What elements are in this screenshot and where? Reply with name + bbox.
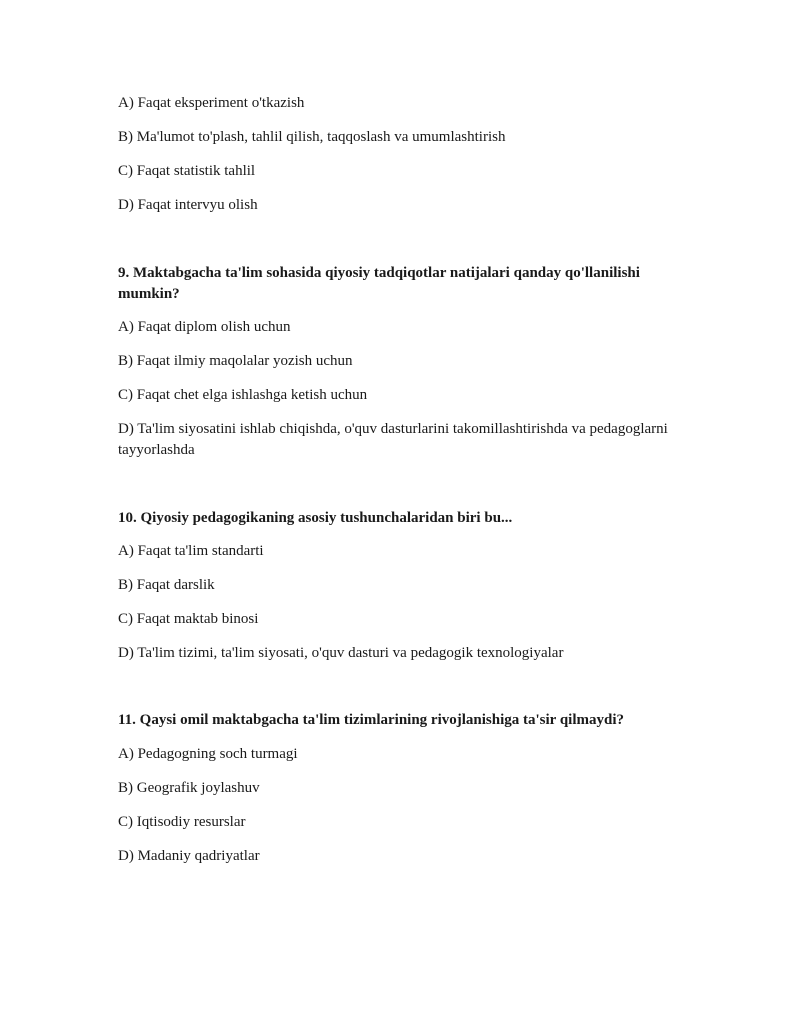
- q8-option-b: B) Ma'lumot to'plash, tahlil qilish, taqqoslash va umumlashtirish: [118, 129, 506, 145]
- q11-question: 11. Qaysi omil maktabgacha ta'lim tizimlarining rivojlanishiga ta'sir qilmaydi?: [118, 712, 625, 728]
- q10-option-d: D) Ta'lim tizimi, ta'lim siyosati, o'quv dasturi va pedagogik texnologiyalar: [118, 645, 564, 661]
- q9-option-a: A) Faqat diplom olish uchun: [118, 319, 291, 335]
- q11-option-b: B) Geografik joylashuv: [118, 780, 260, 796]
- q8-option-c: C) Faqat statistik tahlil: [118, 163, 256, 179]
- q10-option-a: A) Faqat ta'lim standarti: [118, 543, 264, 559]
- q11-option-a: A) Pedagogning soch turmagi: [118, 746, 298, 762]
- q10-question: 10. Qiyosiy pedagogikaning asosiy tushunchalaridan biri bu...: [118, 510, 513, 526]
- q9-option-b: B) Faqat ilmiy maqolalar yozish uchun: [118, 353, 353, 369]
- q8-option-d: D) Faqat intervyu olish: [118, 197, 258, 213]
- q8-option-a: A) Faqat eksperiment o'tkazish: [118, 95, 305, 111]
- q10-option-c: C) Faqat maktab binosi: [118, 611, 259, 627]
- q11-option-c: C) Iqtisodiy resurslar: [118, 814, 246, 830]
- q9-option-c: C) Faqat chet elga ishlashga ketish uchun: [118, 387, 368, 403]
- q9-option-d: D) Ta'lim siyosatini ishlab chiqishda, o'quv dasturlarini takomillashtirishda va pedagoglarni tayyorlashda: [118, 421, 668, 458]
- q11-option-d: D) Madaniy qadriyatlar: [118, 848, 260, 864]
- q10-option-b: B) Faqat darslik: [118, 577, 215, 593]
- q9-question: 9. Maktabgacha ta'lim sohasida qiyosiy tadqiqotlar natijalari qanday qo'llanilishi mumkin?: [118, 265, 640, 302]
